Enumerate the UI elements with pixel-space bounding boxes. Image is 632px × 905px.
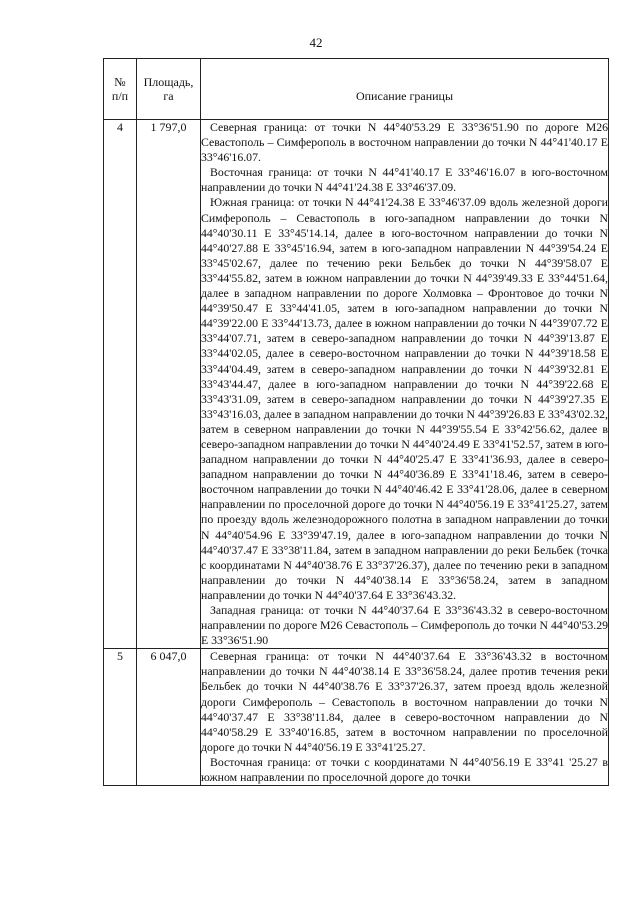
east-boundary-text: Восточная граница: от точки с координатами N 44°40'56.19 E 33°41 '25.27 в южном направлении по проселочной дороге до точки <box>201 754 608 785</box>
boundary-table <box>103 58 609 786</box>
table-row <box>104 649 609 786</box>
row-number: 4 <box>104 120 137 649</box>
header-area <box>137 59 201 120</box>
header-number-line1: № <box>114 75 126 89</box>
row-description <box>201 120 609 649</box>
south-boundary-text: Южная граница: от точки N 44°41'24.38 E 33°46'37.09 вдоль железной дороги Симферополь – Севастополь в юго-западном направлении до точки N 44°40'30.11 E 33°45'14.14, далее в юго-восточном направлении до точки N 44°40'27.88 E 33°45'16.94, затем в юго-западном направлении N 44°39'54.24 E 33°45'02.67, далее по течению реки Бельбек до точки N 44°39'58.07 E 33°44'55.82, затем в южном направлении до точки N 44°39'49.33 E 33°44'51.64, далее в западном направлении по дороге Холмовка – Фронтовое до точки N 44°39'50.47 E 33°44'41.05, затем в юго-западном направлении до точки N 44°39'22.00 E 33°44'13.73, далее в южном направлении до точки N 44°39'07.72 E 33°44'07.71, затем в северо-западном направлении до точки N 44°39'13.87 E 33°44'02.05, далее в северо-восточном направлении до точки N 44°39'18.58 E 33°44'04.49, затем в северо-западном направлении до точки N 44°39'32.81 E 33°43'44.47, далее в юго-западном направлении до точки N 44°39'22.68 E 33°43'31.09, затем в северо-западном направлении до точки N 44°39'27.35 E 33°43'16.03, далее в западном направлении до точки N 44°39'26.83 E 33°43'02.32, затем в северном направлении до точки N 44°39'55.54 E 33°42'56.62, далее в северо-западном направлении до точки N 44°40'24.49 E 33°41'52.57, затем в юго-западном направлении до точки N 44°40'25.47 E 33°41'36.93, далее в северо-западном направлении до точки N 44°40'36.89 E 33°41'18.46, затем в северо-восточном направлении до точки N 44°40'46.42 E 33°41'28.06, далее в северном направлении по проселочной дороге до точки N 44°40'56.19 E 33°41'25.27, затем по проезду вдоль железнодорожного полотна в западном направлении до точки N 44°40'54.96 E 33°39'47.19, далее в юго-западном направлении до точки N 44°40'37.47 E 33°38'11.84, затем в западном направлении до реки Бельбек (точка с координатами N 44°40'38.76 E 33°37'26.37), далее по течению реки в западном направлении до точки N 44°40'38.14 E 33°36'58.24, затем в западном направлении до точки N 44°40'37.64 E 33°36'43.32. <box>201 195 608 602</box>
header-number <box>104 59 137 120</box>
row-area: 6 047,0 <box>137 649 201 786</box>
page-number: 42 <box>309 35 323 50</box>
row-area: 1 797,0 <box>137 120 201 649</box>
north-boundary-text: Северная граница: от точки N 44°40'53.29 E 33°36'51.90 по дороге М26 Севастополь – Симферополь в восточном направлении до точки N 44°41'40.17 E 33°46'16.07. <box>201 120 608 165</box>
table-row <box>104 120 609 649</box>
header-number-line2: п/п <box>111 89 129 103</box>
north-boundary-text: Северная граница: от точки N 44°40'37.64 E 33°36'43.32 в восточном направлении до точки N 44°40'38.14 E 33°36'58.24, далее против течения реки Бельбек до точки N 44°40'38.76 E 33°37'26.37, затем проезд вдоль железной дороги Симферополь – Севастополь в восточном направлении до точки N 44°40'37.47 E 33°38'11.84, далее в северо-восточном направлении до N 44°40'58.29 E 33°40'16.85, затем в восточном направлении по проселочной дороге до точки N 44°40'56.19 E 33°41'25.27. <box>201 649 608 754</box>
east-boundary-text: Восточная граница: от точки N 44°41'40.17 E 33°46'16.07 в юго-восточном направлении до точки N 44°41'24.38 E 33°46'37.09. <box>201 165 608 195</box>
header-description: Описание границы <box>201 59 609 120</box>
header-area-line1: Площадь, <box>143 75 194 89</box>
west-boundary-text: Западная граница: от точки N 44°40'37.64 E 33°36'43.32 в северо-восточном направлении по дороге М26 Севастополь – Симферополь до точки N 44°40'53.29 E 33°36'51.90 <box>201 603 608 648</box>
header-area-line2: га <box>163 89 174 103</box>
row-description <box>201 649 609 786</box>
table-header-row <box>104 59 609 120</box>
row-number: 5 <box>104 649 137 786</box>
